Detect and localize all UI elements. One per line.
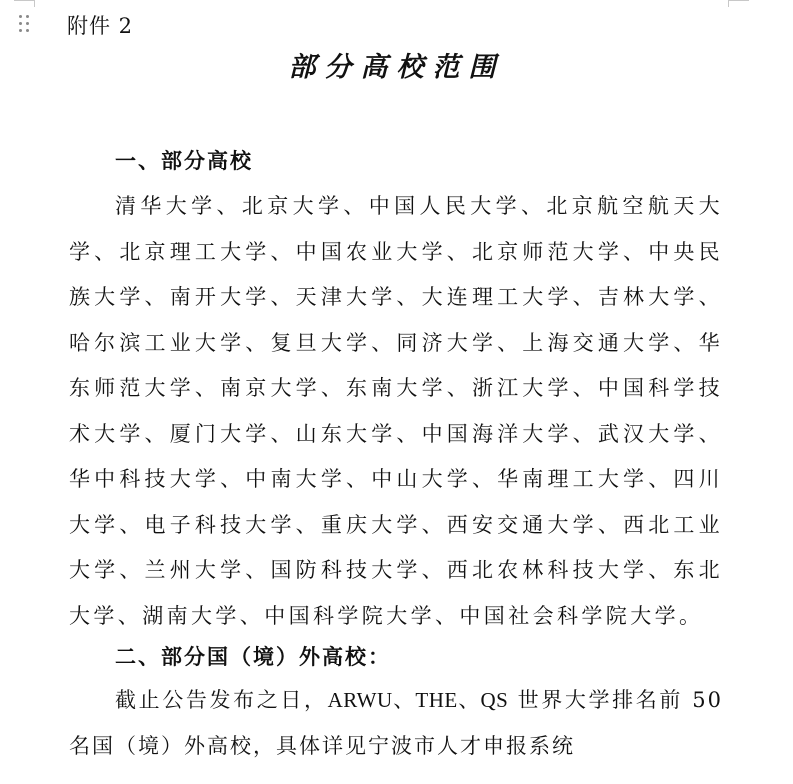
overseas-paragraph-suffix: 世界大学排名前 50 名国（境）外高校，具体详见宁波市人才申报系统 [69, 688, 723, 758]
section-heading-universities [69, 147, 723, 175]
overseas-paragraph-prefix: 截止公告发布之日， [115, 688, 328, 712]
page-corner-mark-right [728, 0, 749, 7]
section1-heading-text: 一、部分高校 [115, 148, 253, 173]
ranking-systems: ARWU、THE、QS [327, 688, 509, 712]
section-body-overseas [69, 678, 723, 769]
drag-handle-icon[interactable] [19, 15, 29, 33]
section-heading-overseas [69, 643, 723, 671]
overseas-paragraph [69, 678, 723, 769]
section-body-universities [69, 184, 723, 639]
attachment-label: 附件 2 [67, 14, 134, 38]
section2-heading-text: 二、部分国（境）外高校： [115, 644, 391, 669]
document-title: 部分高校范围 [288, 52, 505, 83]
university-list-paragraph: 清华大学、北京大学、中国人民大学、北京航空航天大学、北京理工大学、中国农业大学、北京师范大学、中央民族大学、南开大学、天津大学、大连理工大学、吉林大学、哈尔滨工业大学、复旦大学、同济大学、上海交通大学、华东师范大学、南京大学、东南大学、浙江大学、中国科学技术大学、厦门大学、山东大学、中国海洋大学、武汉大学、华中科技大学、中南大学、中山大学、华南理工大学、四川大学、电子科技大学、重庆大学、西安交通大学、西北工业大学、兰州大学、国防科技大学、西北农林科技大学、东北大学、湖南大学、中国科学院大学、中国社会科学院大学。 [69, 194, 723, 628]
page-corner-mark-left [14, 0, 35, 7]
